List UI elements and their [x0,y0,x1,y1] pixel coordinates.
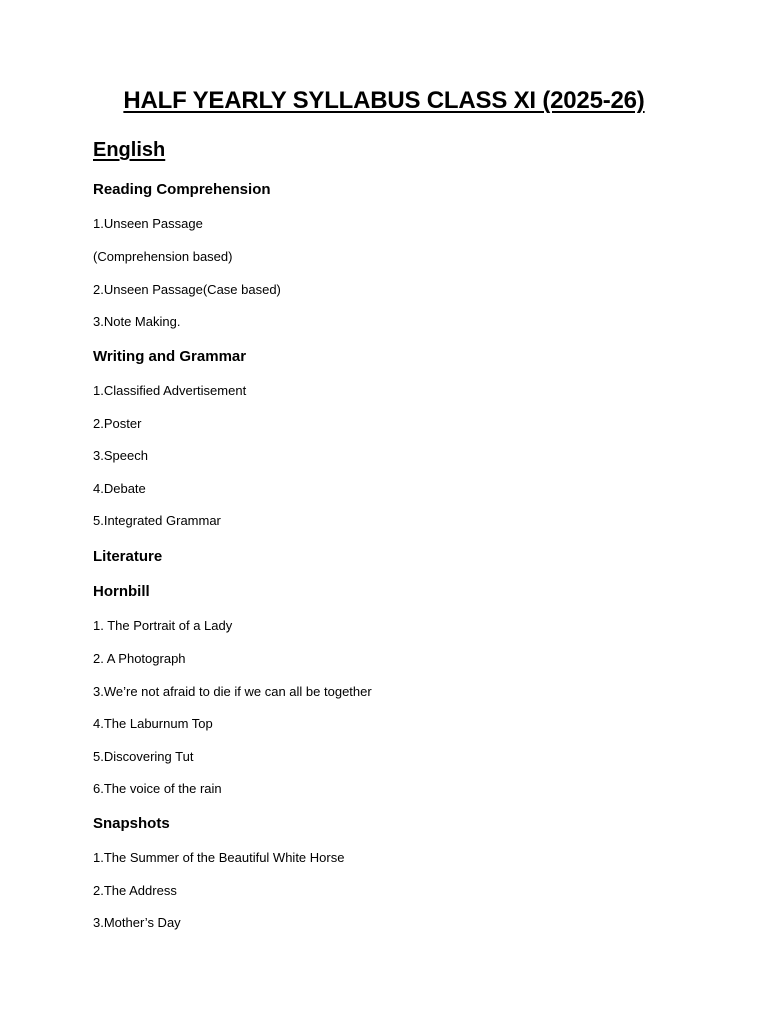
list-item: 1.Classified Advertisement [93,383,247,398]
list-item: 6.The voice of the rain [93,781,222,796]
list-item: 1. The Portrait of a Lady [93,618,233,633]
list-item: 3.Mother’s Day [93,915,181,930]
list-item: 2.Unseen Passage(Case based) [93,282,281,297]
list-item: 3.Speech [93,448,148,463]
list-item: 3.Note Making. [93,314,181,329]
section-heading-hornbill: Hornbill [93,583,150,600]
list-item: 2.Poster [93,416,142,431]
document-title: HALF YEARLY SYLLABUS CLASS XI (2025-26) [123,87,645,114]
list-item: 5.Integrated Grammar [93,513,221,528]
list-item: (Comprehension based) [93,249,233,264]
subject-heading-english: English [93,139,166,161]
section-heading-writing-grammar: Writing and Grammar [93,348,247,365]
list-item: 1.The Summer of the Beautiful White Horse [93,850,345,865]
list-item: 4.The Laburnum Top [93,716,213,731]
list-item: 4.Debate [93,481,146,496]
list-item: 3.We’re not afraid to die if we can all be together [93,684,372,699]
list-item: 5.Discovering Tut [93,749,194,764]
section-heading-reading-comprehension: Reading Comprehension [93,181,271,198]
section-heading-snapshots: Snapshots [93,815,170,832]
section-heading-literature: Literature [93,548,163,565]
list-item: 1.Unseen Passage [93,216,203,231]
list-item: 2.The Address [93,883,177,898]
list-item: 2. A Photograph [93,651,186,666]
